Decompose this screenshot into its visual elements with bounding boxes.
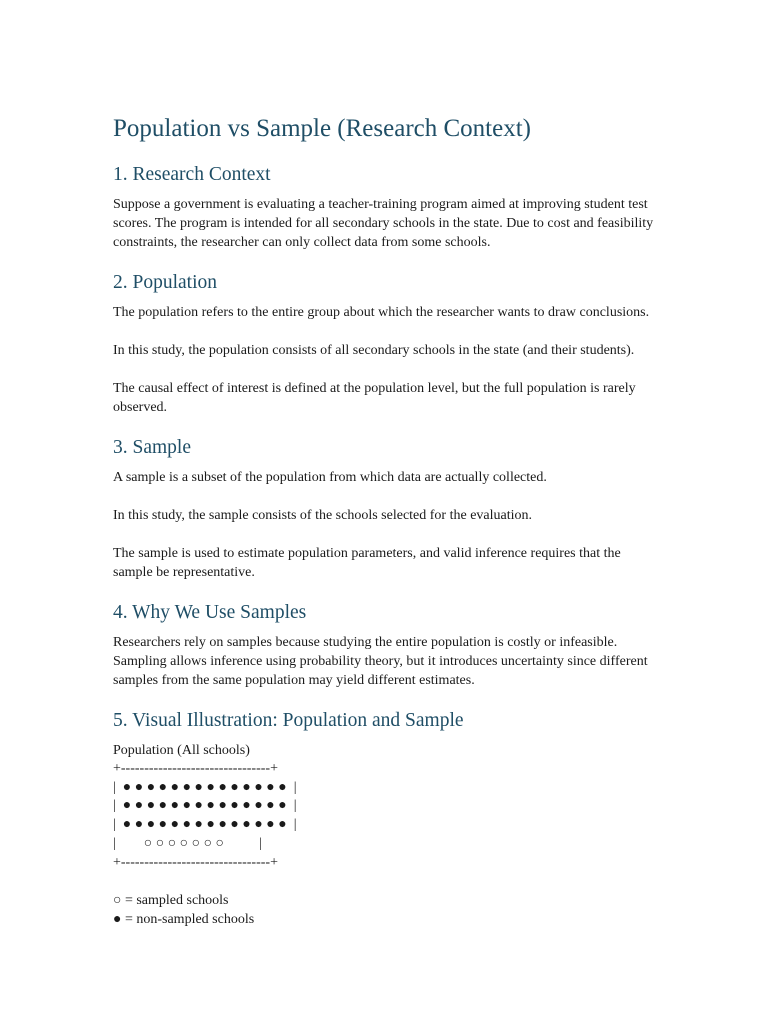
section-heading: 5. Visual Illustration: Population and Sample [113,710,464,731]
paragraph: In this study, the population consists of all secondary schools in the state (and their students). [113,343,635,358]
ascii-diagram [113,760,655,872]
spacer [113,872,655,891]
ascii-line: +--------------------------------+ [113,761,278,776]
ascii-line: | ● ● ● ● ● ● ● ● ● ● ● ● ● ● | [113,798,297,814]
section-heading: 3. Sample [113,437,191,458]
paragraph: Researchers rely on samples because studying the entire population is costly or infeasible. Sampling allows inference using probability theory, but it introduces uncertainty since different samples from the same population may yield different estimates. [113,635,648,688]
legend-sampled: ○ = sampled schools [113,892,229,908]
ascii-line: | ● ● ● ● ● ● ● ● ● ● ● ● ● ● | [113,817,297,833]
section-population [113,271,655,417]
legend-non-sampled: ● = non-sampled schools [113,911,255,927]
paragraph: Suppose a government is evaluating a teacher-training program aimed at improving student test scores. The program is intended for all secondary schools in the state. Due to cost and feasibility constraints, the researcher can only collect data from some schools. [113,197,654,250]
section-why-samples [113,601,655,690]
ascii-line: | ○ ○ ○ ○ ○ ○ ○ | [113,835,262,851]
paragraph: A sample is a subset of the population from which data are actually collected. [113,470,547,485]
ascii-line: +--------------------------------+ [113,854,278,870]
section-heading: 2. Population [113,272,218,293]
illustration-caption: Population (All schools) [113,743,250,758]
paragraph: The causal effect of interest is defined at the population level, but the full population is rarely observed. [113,381,636,415]
section-visual-illustration [113,709,655,929]
section-research-context [113,163,655,252]
paragraph: The population refers to the entire group about which the researcher wants to draw conclusions. [113,305,650,320]
section-sample [113,436,655,582]
ascii-line: | ● ● ● ● ● ● ● ● ● ● ● ● ● ● | [113,779,297,795]
paragraph: The sample is used to estimate population parameters, and valid inference requires that the sample be representative. [113,546,621,580]
paragraph: In this study, the sample consists of the schools selected for the evaluation. [113,508,533,523]
section-heading: 1. Research Context [113,164,271,185]
section-heading: 4. Why We Use Samples [113,602,307,623]
page-title: Population vs Sample (Research Context) [113,115,531,142]
